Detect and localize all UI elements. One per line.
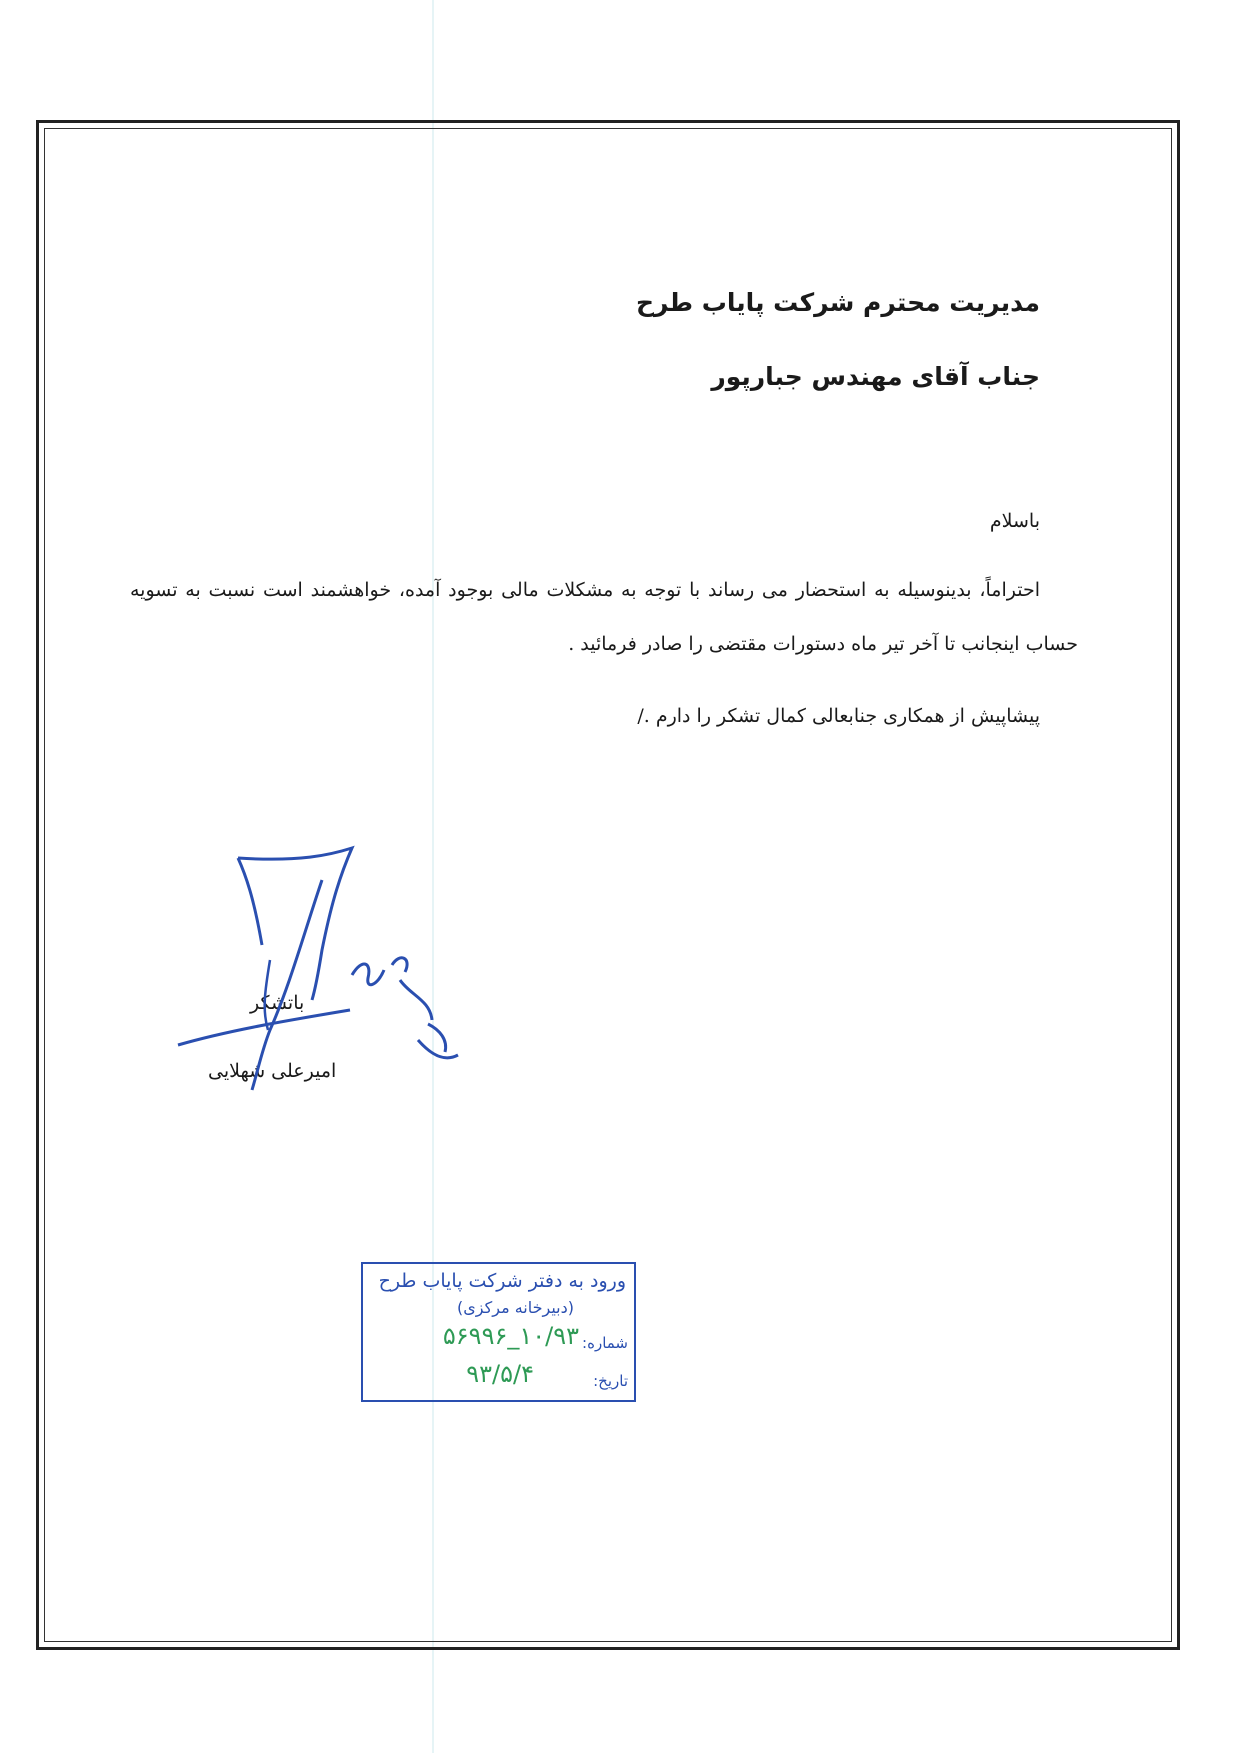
- sign-off: باتشکر: [250, 992, 305, 1014]
- greeting: باسلام: [989, 510, 1040, 532]
- stamp-title: ورود به دفتر شرکت پایاب طرح: [378, 1270, 626, 1292]
- stamp-number-label: شماره:: [582, 1334, 628, 1352]
- closing-line: پیشاپیش از همکاری جنابعالی کمال تشکر را دارم ./: [637, 705, 1040, 727]
- registry-stamp: [361, 1262, 636, 1402]
- signer-name: امیرعلی شهلایی: [208, 1060, 337, 1082]
- recipient-line-1: مدیریت محترم شرکت پایاب طرح: [635, 288, 1040, 317]
- stamp-date-label: تاریخ:: [593, 1372, 628, 1390]
- stamp-subtitle: (دبیرخانه مرکزی): [457, 1298, 574, 1317]
- stamp-number-value: ۱۰/۹۳_۵۶۹۹۶: [442, 1322, 579, 1350]
- recipient-line-2: جناب آقای مهندس جبارپور: [711, 362, 1040, 391]
- body-line-2: حساب اینجانب تا آخر تیر ماه دستورات مقتضی را صادر فرمائید .: [568, 633, 1078, 655]
- body-line-1: احتراماً، بدینوسیله به استحضار می رساند با توجه به مشکلات مالی بوجود آمده، خواهشمند است نسبت به تسویه: [130, 579, 1040, 601]
- stamp-date-value: ۹۳/۵/۴: [466, 1360, 534, 1388]
